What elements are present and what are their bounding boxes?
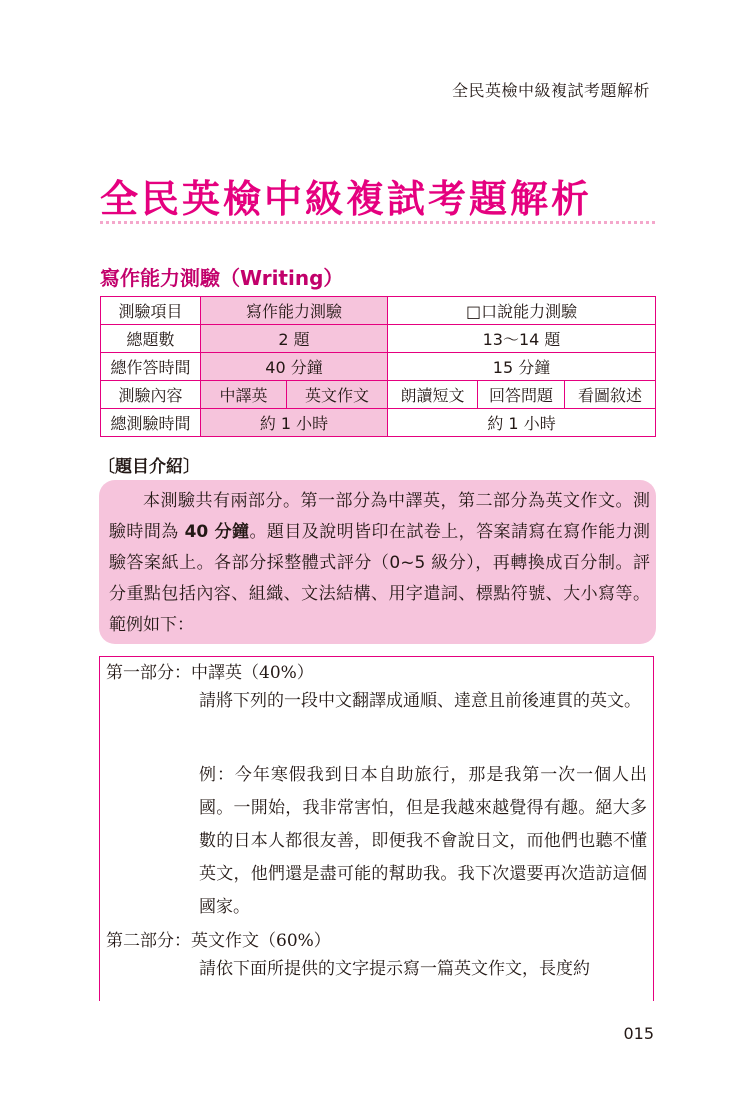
row-label: 測驗內容	[101, 381, 201, 409]
section-heading: 寫作能力測驗（Writing）	[100, 266, 344, 290]
writing-cell: 寫作能力測驗	[201, 297, 388, 325]
table-row	[101, 409, 656, 437]
table-row	[101, 325, 656, 353]
speaking-cell: 13～14 題	[388, 325, 656, 353]
page-number: 015	[623, 1024, 654, 1043]
checkbox-square-icon: □	[465, 302, 482, 321]
row-label: 測驗項目	[101, 297, 201, 325]
title-divider	[100, 221, 655, 224]
intro-heading: 〔題目介紹〕	[98, 457, 200, 477]
running-header: 全民英檢中級複試考題解析	[451, 81, 650, 100]
writing-item: 英文作文	[287, 381, 388, 409]
table-row	[101, 353, 656, 381]
part-one-instruction: 請將下列的一段中文翻譯成通順、達意且前後連貫的英文。	[199, 691, 641, 711]
writing-cell: 2 題	[201, 325, 388, 353]
intro-paragraph: 本測驗共有兩部分。第一部分為中譯英，第二部分為英文作文。測驗時間為 40 分鐘。題目及說明皆印在試卷上，答案請寫在寫作能力測驗答案紙上。各部分採整體式評分（0~5 級分），再轉換成百分制。評分重點包括內容、組織、文法結構、用字遣詞、標點符號、大小寫等。範例如下：	[109, 491, 651, 635]
speaking-item: 朗讀短文	[388, 381, 478, 409]
exam-info-table	[100, 296, 656, 437]
table-row	[101, 381, 656, 409]
speaking-cell: 15 分鐘	[388, 353, 656, 381]
writing-item: 中譯英	[201, 381, 287, 409]
row-label: 總題數	[101, 325, 201, 353]
speaking-cell: □口說能力測驗	[388, 297, 656, 325]
example-box	[99, 656, 654, 1001]
part-two-instruction: 請依下面所提供的文字提示寫一篇英文作文，長度約	[199, 959, 590, 979]
row-label: 總作答時間	[101, 353, 201, 381]
page-title: 全民英檢中級複試考題解析	[100, 177, 593, 221]
writing-cell: 約 1 小時	[201, 409, 388, 437]
speaking-item: 看圖敘述	[565, 381, 656, 409]
speaking-cell: 約 1 小時	[388, 409, 656, 437]
row-label: 總測驗時間	[101, 409, 201, 437]
part-one-label: 第一部分：中譯英（40%）	[106, 663, 314, 683]
duration-emphasis: 40 分鐘	[184, 522, 250, 542]
part-two-label: 第二部分：英文作文（60%）	[106, 931, 331, 951]
writing-cell: 40 分鐘	[201, 353, 388, 381]
intro-box	[99, 480, 656, 644]
table-row	[101, 297, 656, 325]
speaking-item: 回答問題	[478, 381, 565, 409]
part-one-example: 例：今年寒假我到日本自助旅行，那是我第一次一個人出國。一開始，我非常害怕，但是我越來越覺得有趣。絕大多數的日本人都很友善，即便我不會說日文，而他們也聽不懂英文，他們還是盡可能的幫助我。我下次還要再次造訪這個國家。	[199, 765, 647, 917]
